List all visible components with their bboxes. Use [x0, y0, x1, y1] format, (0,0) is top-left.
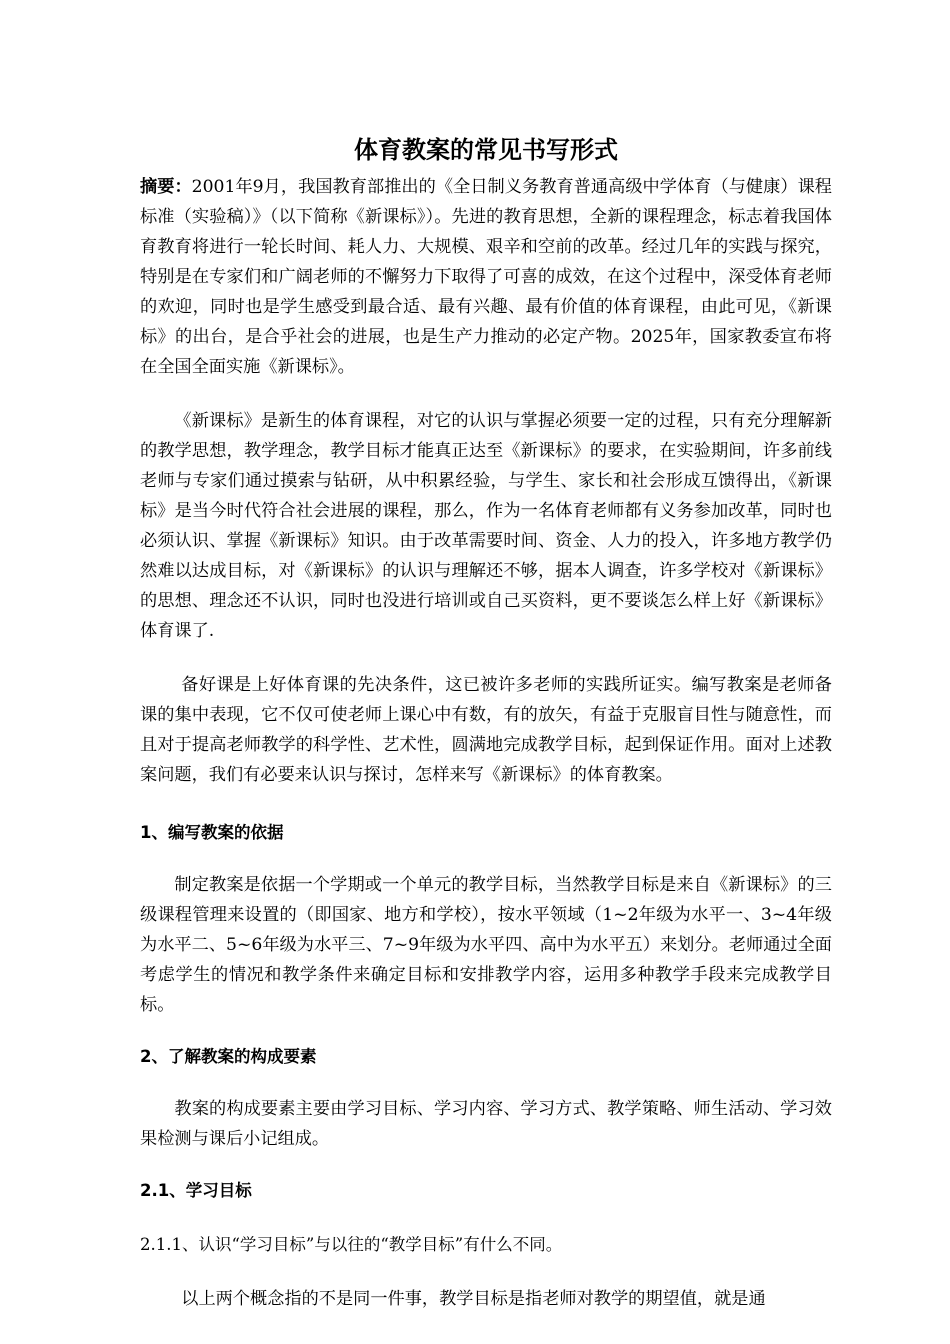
- body-paragraph-1: 《新课标》是新生的体育课程，对它的认识与掌握必须要一定的过程，只有充分理解新的教学思想，教学理念，教学目标才能真正达至《新课标》的要求，在实验期间，许多前线老师与专家们通过摸索与钻研，从中积累经验，与学生、家长和社会形成互馈得出，《新课标》是当今时代符合社会进展的课程，那么，作为一名体育老师都有义务参加改革，同时也必须认识、掌握《新课标》知识。由于改革需要时间、资金、人力的投入，许多地方教学仍然难以达成目标，对《新课标》的认识与理解还不够，据本人调查，许多学校对《新课标》的思想、理念还不认识，同时也没进行培训或自己买资料，更不要谈怎么样上好《新课标》体育课了.: [140, 411, 832, 641]
- section-1-paragraph: 制定教案是依据一个学期或一个单元的教学目标，当然教学目标是来自《新课标》的三级课程管理来设置的（即国家、地方和学校），按水平领域（1~2年级为水平一、3~4年级为水平二、5~6年级为水平三、7~9年级为水平四、高中为水平五）来划分。老师通过全面考虑学生的情况和教学条件来确定目标和安排教学内容，运用多种教学手段来完成教学目标。: [140, 875, 832, 1015]
- section-1-heading: 1、编写教案的依据: [140, 823, 284, 842]
- spacer: [140, 848, 832, 870]
- spacer: [140, 1072, 832, 1094]
- spacer: [140, 1020, 832, 1042]
- spacer: [140, 382, 832, 406]
- abstract-paragraph: [140, 172, 832, 382]
- spacer: [140, 1260, 832, 1284]
- section-2-heading: 2、了解教案的构成要素: [140, 1047, 317, 1066]
- abstract-text: 2001年9月，我国教育部推出的《全日制义务教育普通高级中学体育（与健康）课程标准（实验稿）》（以下简称《新课标》）。先进的教育思想，全新的课程理念，标志着我国体育教育将进行一轮长时间、耗人力、大规模、艰辛和空前的改革。经过几年的实践与探究，特别是在专家们和广阔老师的不懈努力下取得了可喜的成效，在这个过程中，深受体育老师的欢迎，同时也是学生感受到最合适、最有兴趣、最有价值的体育课程，由此可见，《新课标》的出台，是合乎社会的进展，也是生产力推动的必定产物。2025年，国家教委宣布将在全国全面实施《新课标》。: [140, 177, 832, 377]
- section-2-1-heading: 2.1、学习目标: [140, 1181, 252, 1200]
- spacer: [140, 1154, 832, 1176]
- section-2-1-1-heading: 2.1.1、认识“学习目标”与以往的“教学目标”有什么不同。: [140, 1235, 563, 1254]
- spacer: [140, 646, 832, 670]
- body-paragraph-2: 备好课是上好体育课的先决条件，这已被许多老师的实践所证实。编写教案是老师备课的集中表现，它不仅可使老师上课心中有数，有的放矢，有益于克服盲目性与随意性，而且对于提高老师教学的科学性、艺术性，圆满地完成教学目标，起到保证作用。面对上述教案问题，我们有必要来认识与探讨，怎样来写《新课标》的体育教案。: [140, 675, 832, 785]
- document-title: 体育教案的常见书写形式: [354, 136, 618, 164]
- section-2-1-1-paragraph: 以上两个概念指的不是同一件事，教学目标是指老师对教学的期望值，就是通: [181, 1289, 766, 1309]
- section-2-paragraph: 教案的构成要素主要由学习目标、学习内容、学习方式、教学策略、师生活动、学习效果检测与课后小记组成。: [140, 1099, 832, 1149]
- spacer: [140, 1206, 832, 1230]
- abstract-label: 摘要：: [140, 177, 192, 197]
- spacer: [140, 790, 832, 818]
- document-body: [140, 130, 832, 1314]
